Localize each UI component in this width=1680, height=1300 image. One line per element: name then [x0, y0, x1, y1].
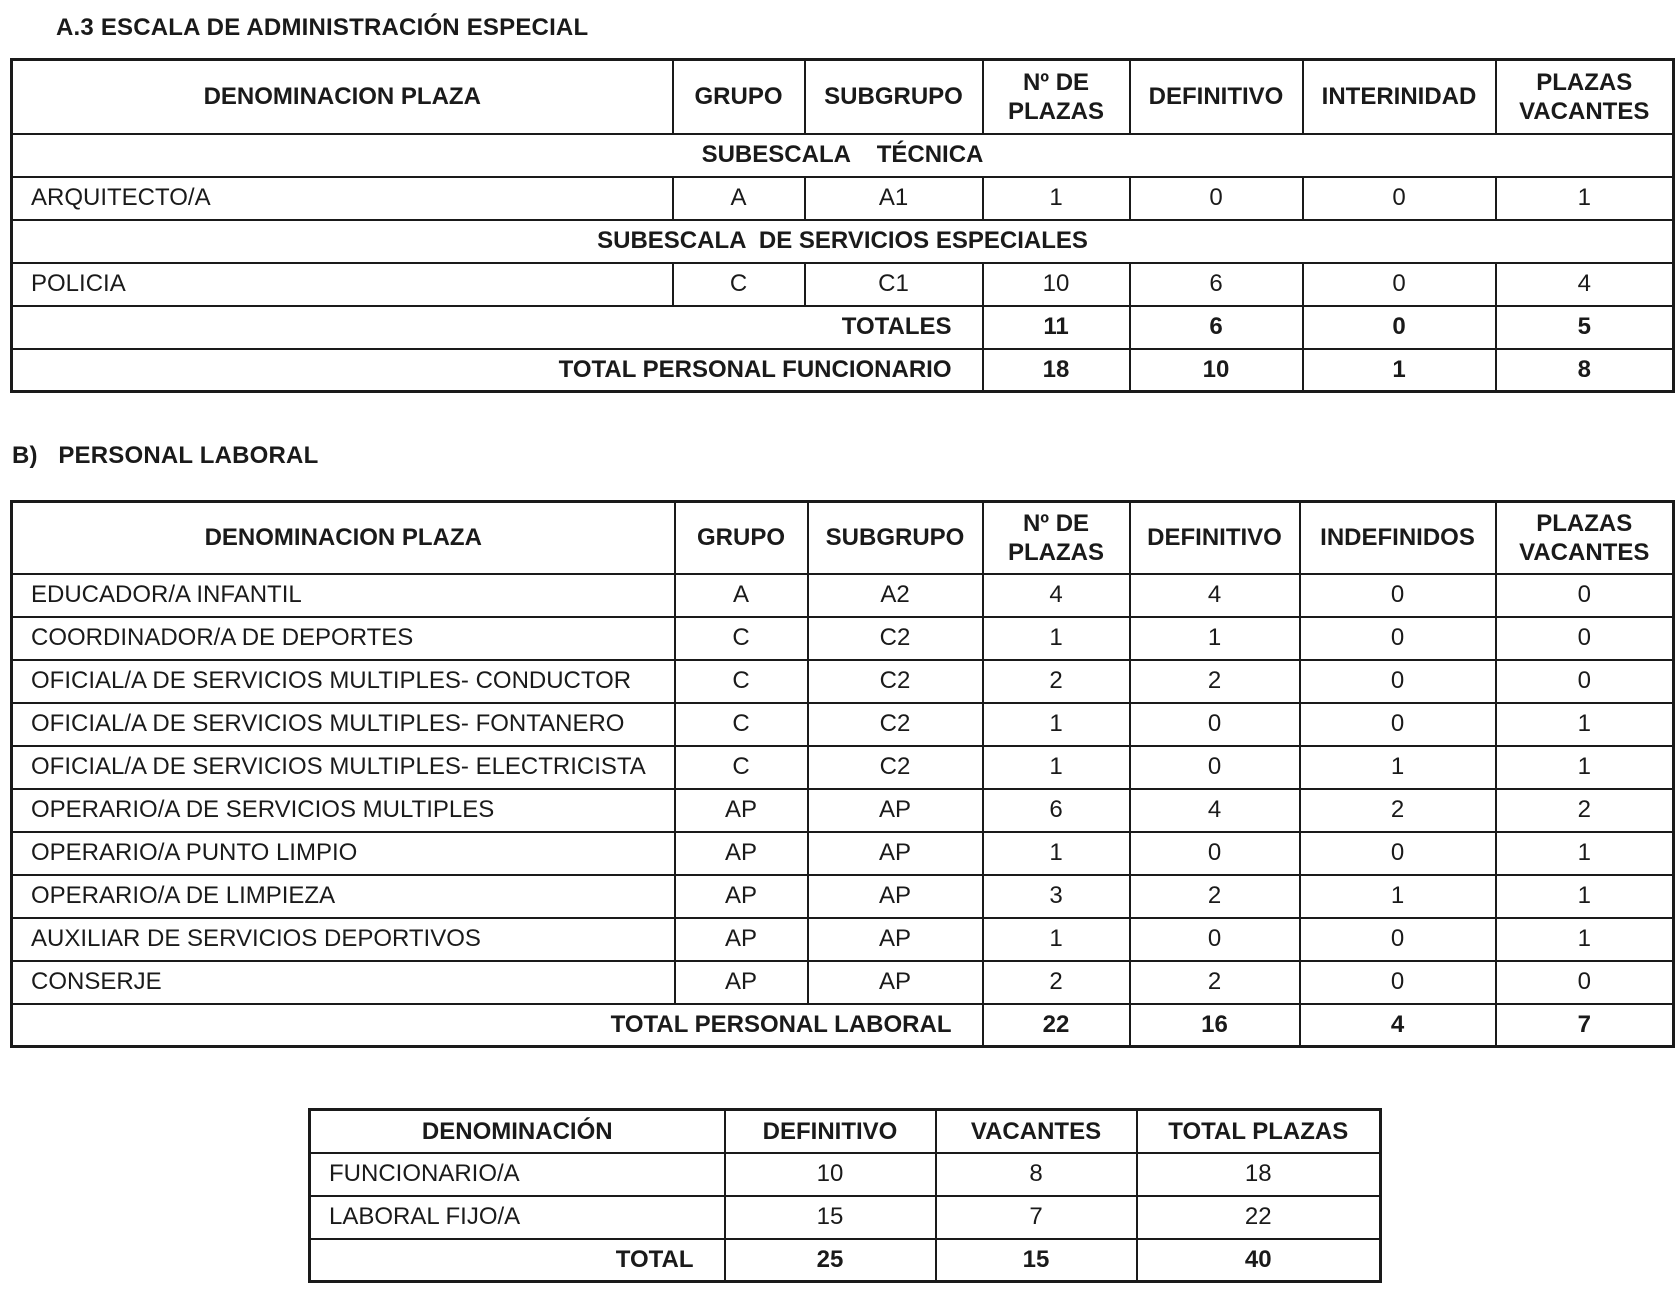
cell-plazas: 1 [983, 703, 1130, 746]
cell-definitivo: 6 [1130, 306, 1303, 349]
table-row [12, 746, 1674, 789]
cell-interinidad: 1 [1303, 349, 1496, 392]
total-laboral-row [12, 1004, 1674, 1047]
col-denominacion: DENOMINACIÓN [310, 1110, 725, 1153]
col-denominacion: DENOMINACION PLAZA [12, 60, 673, 134]
cell-name: OPERARIO/A DE SERVICIOS MULTIPLES [12, 789, 675, 832]
cell-definitivo: 1 [1130, 617, 1300, 660]
cell-subgrupo: A1 [805, 177, 983, 220]
cell-total: 40 [1137, 1239, 1381, 1282]
table-row [12, 263, 1674, 306]
total-funcionario-row [12, 349, 1674, 392]
col-total-plazas: TOTAL PLAZAS [1137, 1110, 1381, 1153]
cell-grupo: AP [675, 875, 808, 918]
cell-grupo: AP [675, 789, 808, 832]
cell-grupo: AP [675, 918, 808, 961]
col-vacantes: PLAZAS VACANTES [1496, 60, 1674, 134]
table-row [310, 1153, 1381, 1196]
col-vacantes: PLAZAS VACANTES [1496, 502, 1674, 574]
cell-name: EDUCADOR/A INFANTIL [12, 574, 675, 617]
cell-vacantes: 8 [1496, 349, 1674, 392]
cell-subgrupo: AP [808, 875, 983, 918]
cell-interinidad: 0 [1303, 306, 1496, 349]
cell-plazas: 1 [983, 918, 1130, 961]
col-vacantes: VACANTES [936, 1110, 1137, 1153]
col-num-plazas: Nº DE PLAZAS [983, 60, 1130, 134]
cell-total: 18 [1137, 1153, 1381, 1196]
cell-vacantes: 2 [1496, 789, 1674, 832]
cell-interinidad: 0 [1303, 263, 1496, 306]
cell-definitivo: 0 [1130, 703, 1300, 746]
cell-vacantes: 1 [1496, 177, 1674, 220]
cell-name: AUXILIAR DE SERVICIOS DEPORTIVOS [12, 918, 675, 961]
table-row [12, 703, 1674, 746]
cell-subgrupo: AP [808, 789, 983, 832]
cell-plazas: 2 [983, 660, 1130, 703]
cell-subgrupo: AP [808, 961, 983, 1004]
cell-grupo: A [675, 574, 808, 617]
cell-grupo: C [673, 263, 805, 306]
cell-definitivo: 0 [1130, 177, 1303, 220]
cell-plazas: 2 [983, 961, 1130, 1004]
table-row [12, 574, 1674, 617]
cell-definitivo: 2 [1130, 660, 1300, 703]
cell-total: 22 [1137, 1196, 1381, 1239]
subescala-servicios-row [12, 220, 1674, 263]
cell-subgrupo: C2 [808, 617, 983, 660]
cell-grupo: C [675, 660, 808, 703]
cell-vacantes: 7 [936, 1196, 1137, 1239]
cell-subgrupo: AP [808, 832, 983, 875]
cell-definitivo: 25 [725, 1239, 936, 1282]
cell-grupo: A [673, 177, 805, 220]
summary-total-row [310, 1239, 1381, 1282]
cell-vacantes: 5 [1496, 306, 1674, 349]
cell-definitivo: 2 [1130, 875, 1300, 918]
cell-definitivo: 2 [1130, 961, 1300, 1004]
cell-name: CONSERJE [12, 961, 675, 1004]
col-denominacion: DENOMINACION PLAZA [12, 502, 675, 574]
cell-indefinidos: 0 [1300, 918, 1496, 961]
totales-label: TOTALES [12, 306, 983, 349]
cell-vacantes: 4 [1496, 263, 1674, 306]
cell-indefinidos: 0 [1300, 660, 1496, 703]
col-num-plazas: Nº DE PLAZAS [983, 502, 1130, 574]
cell-plazas: 4 [983, 574, 1130, 617]
table-row [12, 832, 1674, 875]
cell-plazas: 10 [983, 263, 1130, 306]
cell-name: OFICIAL/A DE SERVICIOS MULTIPLES- CONDUCTOR [12, 660, 675, 703]
cell-vacantes: 1 [1496, 703, 1674, 746]
cell-grupo: C [675, 746, 808, 789]
cell-plazas: 1 [983, 746, 1130, 789]
cell-vacantes: 1 [1496, 746, 1674, 789]
cell-name: COORDINADOR/A DE DEPORTES [12, 617, 675, 660]
cell-vacantes: 1 [1496, 875, 1674, 918]
col-definitivo: DEFINITIVO [1130, 502, 1300, 574]
col-interinidad: INTERINIDAD [1303, 60, 1496, 134]
table-escala-especial [10, 58, 1675, 393]
total-laboral-label: TOTAL PERSONAL LABORAL [12, 1004, 983, 1047]
subescala-tecnica-row [12, 134, 1674, 177]
cell-name: POLICIA [12, 263, 673, 306]
cell-definitivo: 4 [1130, 789, 1300, 832]
table-resumen [308, 1108, 1382, 1283]
section-a3-title: A.3 ESCALA DE ADMINISTRACIÓN ESPECIAL [56, 14, 589, 41]
cell-vacantes: 0 [1496, 574, 1674, 617]
cell-name: FUNCIONARIO/A [310, 1153, 725, 1196]
col-grupo: GRUPO [673, 60, 805, 134]
table-row [12, 177, 1674, 220]
table-row [310, 1196, 1381, 1239]
cell-subgrupo: AP [808, 918, 983, 961]
cell-definitivo: 0 [1130, 918, 1300, 961]
col-grupo: GRUPO [675, 502, 808, 574]
cell-plazas: 22 [983, 1004, 1130, 1047]
cell-vacantes: 8 [936, 1153, 1137, 1196]
cell-plazas: 18 [983, 349, 1130, 392]
cell-plazas: 6 [983, 789, 1130, 832]
cell-interinidad: 0 [1303, 177, 1496, 220]
col-subgrupo: SUBGRUPO [808, 502, 983, 574]
cell-plazas: 3 [983, 875, 1130, 918]
section-b-title: B) PERSONAL LABORAL [12, 442, 319, 469]
cell-definitivo: 0 [1130, 832, 1300, 875]
col-indefinidos: INDEFINIDOS [1300, 502, 1496, 574]
table-header-row [310, 1110, 1381, 1153]
cell-definitivo: 6 [1130, 263, 1303, 306]
cell-name: LABORAL FIJO/A [310, 1196, 725, 1239]
cell-vacantes: 1 [1496, 918, 1674, 961]
cell-indefinidos: 0 [1300, 961, 1496, 1004]
col-definitivo: DEFINITIVO [725, 1110, 936, 1153]
cell-name: OFICIAL/A DE SERVICIOS MULTIPLES- FONTANERO [12, 703, 675, 746]
cell-vacantes: 1 [1496, 832, 1674, 875]
cell-indefinidos: 1 [1300, 746, 1496, 789]
cell-definitivo: 0 [1130, 746, 1300, 789]
cell-indefinidos: 4 [1300, 1004, 1496, 1047]
cell-grupo: C [675, 703, 808, 746]
table-row [12, 918, 1674, 961]
cell-indefinidos: 0 [1300, 574, 1496, 617]
cell-name: ARQUITECTO/A [12, 177, 673, 220]
table-row [12, 660, 1674, 703]
cell-name: OPERARIO/A DE LIMPIEZA [12, 875, 675, 918]
table-row [12, 789, 1674, 832]
cell-name: OPERARIO/A PUNTO LIMPIO [12, 832, 675, 875]
subescala-tecnica-label: SUBESCALA TÉCNICA [12, 134, 1674, 177]
cell-indefinidos: 2 [1300, 789, 1496, 832]
cell-plazas: 1 [983, 617, 1130, 660]
cell-subgrupo: C1 [805, 263, 983, 306]
table-personal-laboral [10, 500, 1675, 1048]
cell-definitivo: 10 [725, 1153, 936, 1196]
cell-indefinidos: 0 [1300, 832, 1496, 875]
cell-subgrupo: C2 [808, 703, 983, 746]
totales-row [12, 306, 1674, 349]
total-funcionario-label: TOTAL PERSONAL FUNCIONARIO [12, 349, 983, 392]
cell-definitivo: 16 [1130, 1004, 1300, 1047]
cell-definitivo: 10 [1130, 349, 1303, 392]
cell-plazas: 1 [983, 177, 1130, 220]
cell-definitivo: 4 [1130, 574, 1300, 617]
cell-subgrupo: C2 [808, 660, 983, 703]
cell-grupo: AP [675, 832, 808, 875]
col-subgrupo: SUBGRUPO [805, 60, 983, 134]
cell-subgrupo: C2 [808, 746, 983, 789]
cell-vacantes: 0 [1496, 961, 1674, 1004]
table-header-row [12, 502, 1674, 574]
cell-definitivo: 15 [725, 1196, 936, 1239]
table-header-row [12, 60, 1674, 134]
table-row [12, 875, 1674, 918]
subescala-servicios-label: SUBESCALA DE SERVICIOS ESPECIALES [12, 220, 1674, 263]
cell-vacantes: 0 [1496, 617, 1674, 660]
summary-total-label: TOTAL [310, 1239, 725, 1282]
cell-subgrupo: A2 [808, 574, 983, 617]
cell-plazas: 11 [983, 306, 1130, 349]
cell-indefinidos: 0 [1300, 703, 1496, 746]
cell-name: OFICIAL/A DE SERVICIOS MULTIPLES- ELECTRICISTA [12, 746, 675, 789]
cell-vacantes: 15 [936, 1239, 1137, 1282]
cell-plazas: 1 [983, 832, 1130, 875]
table-row [12, 961, 1674, 1004]
cell-vacantes: 7 [1496, 1004, 1674, 1047]
cell-indefinidos: 0 [1300, 617, 1496, 660]
cell-indefinidos: 1 [1300, 875, 1496, 918]
table-row [12, 617, 1674, 660]
cell-vacantes: 0 [1496, 660, 1674, 703]
col-definitivo: DEFINITIVO [1130, 60, 1303, 134]
cell-grupo: AP [675, 961, 808, 1004]
cell-grupo: C [675, 617, 808, 660]
